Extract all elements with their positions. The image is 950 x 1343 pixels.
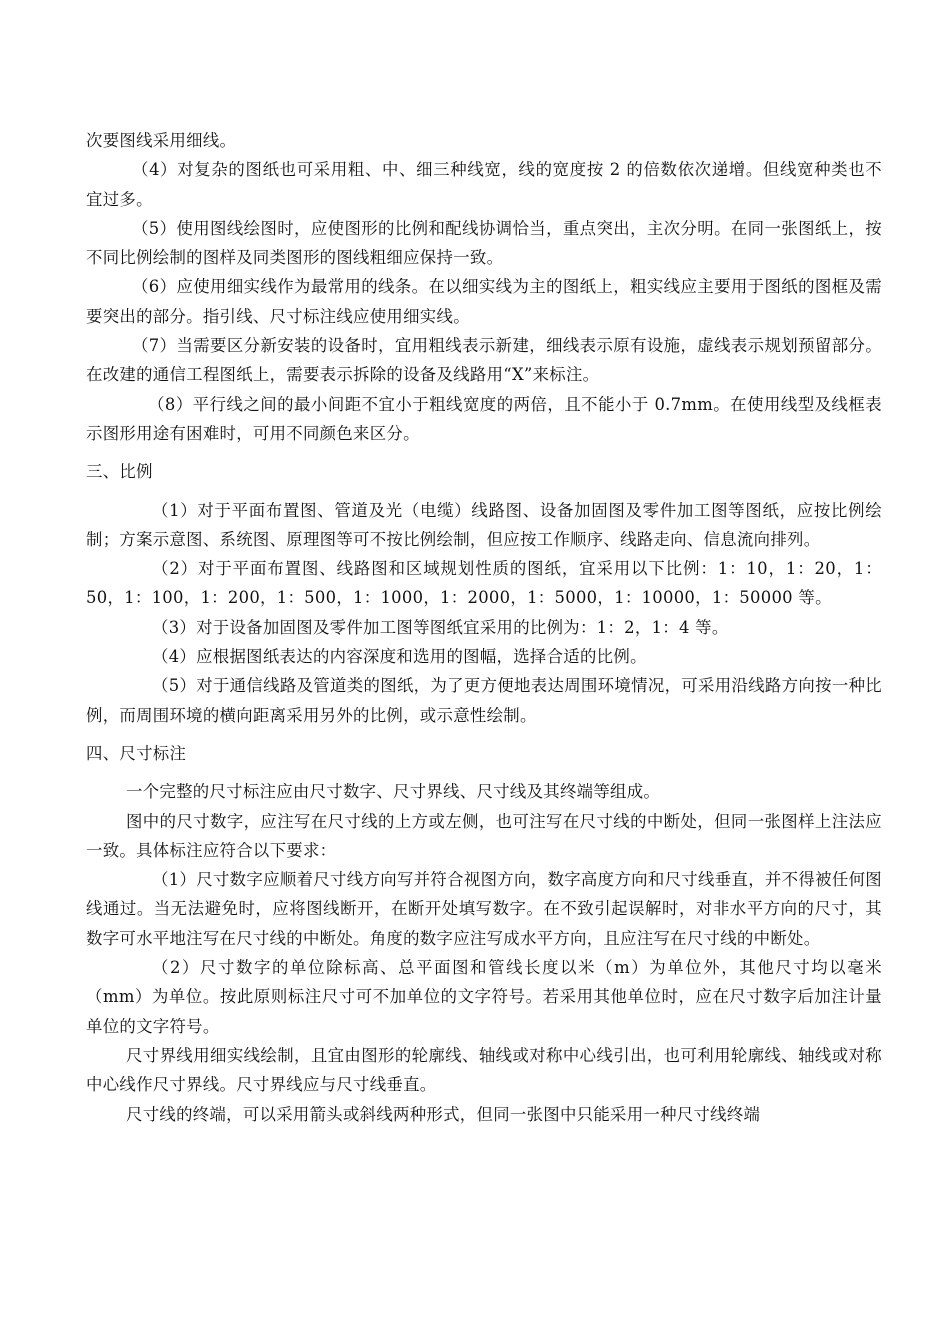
paragraph-item-4: （4）对复杂的图纸也可采用粗、中、细三种线宽，线的宽度按 2 的倍数依次递增。但线宽种类也不宜过多。: [86, 160, 882, 209]
scale-paragraph-5: （5）对于通信线路及管道类的图纸，为了更方便地表达周围环境情况，可采用沿线路方向按一种比例，而周围环境的横向距离采用另外的比例，或示意性绘制。: [86, 676, 882, 725]
paragraph-item-8: （8）平行线之间的最小间距不宜小于粗线宽度的两倍，且不能小于 0.7mm。在使用线型及线框表示图形用途有困难时，可用不同颜色来区分。: [86, 394, 882, 443]
paragraph-item-7: （7）当需要区分新安装的设备时，宜用粗线表示新建，细线表示原有设施，虚线表示规划预留部分。在改建的通信工程图纸上，需要表示拆除的设备及线路用“X”来标注。: [86, 336, 882, 385]
dimension-paragraph-4: （2）尺寸数字的单位除标高、总平面图和管线长度以米（m）为单位外，其他尺寸均以毫米（mm）为单位。按此原则标注尺寸可不加单位的文字符号。若采用其他单位时，应在尺寸数字后加注计量单位的文字符号。: [86, 958, 882, 1036]
dimension-paragraph-6: 尺寸线的终端，可以采用箭头或斜线两种形式，但同一张图中只能采用一种尺寸线终端: [126, 1104, 761, 1124]
dimension-paragraph-5: 尺寸界线用细实线绘制，且宜由图形的轮廓线、轴线或对称中心线引出，也可利用轮廓线、轴线或对称中心线作尺寸界线。尺寸界线应与尺寸线垂直。: [86, 1045, 882, 1095]
dimension-paragraph-1: 一个完整的尺寸标注应由尺寸数字、尺寸界线、尺寸线及其终端等组成。: [126, 782, 661, 802]
dimension-paragraph-3: （1）尺寸数字应顺着尺寸线方向写并符合视图方向，数字高度方向和尺寸线垂直，并不得被任何图线通过。当无法避免时，应将图线断开，在断开处填写数字。在不致引起误解时，对非水平方向的尺寸，其数字可水平地注写在尺寸线的中断处。角度的数字应注写成水平方向，且应注写在尺寸线的中断处。: [86, 870, 882, 948]
scale-paragraph-4: （4）应根据图纸表达的内容深度和选用的图幅，选择合适的比例。: [152, 647, 647, 667]
paragraph-item-6: （6）应使用细实线作为最常用的线条。在以细实线为主的图纸上，粗实线应主要用于图纸的图框及需要突出的部分。指引线、尺寸标注线应使用细实线。: [86, 277, 882, 326]
document-page: [86, 126, 882, 1129]
scale-paragraph-1: （1）对于平面布置图、管道及光（电缆）线路图、设备加固图及零件加工图等图纸，应按比例绘制；方案示意图、系统图、原理图等可不按比例绘制，但应按工作顺序、线路走向、信息流向排列。: [86, 500, 882, 549]
paragraph-continued: 次要图线采用细线。: [86, 131, 237, 150]
scale-paragraph-2: （2）对于平面布置图、线路图和区域规划性质的图纸，宜采用以下比例：1：10，1：20，1：50，1：100，1：200，1：500，1：1000，1：2000，1：5000，1：10000，1：50000 等。: [86, 559, 882, 608]
dimension-paragraph-2: 图中的尺寸数字，应注写在尺寸线的上方或左侧，也可注写在尺寸线的中断处，但同一张图样上注法应一致。具体标注应符合以下要求：: [86, 811, 882, 860]
section-heading-dimension: 四、尺寸标注: [86, 743, 187, 763]
paragraph-item-5: （5）使用图线绘图时，应使图形的比例和配线协调恰当，重点突出，主次分明。在同一张图纸上，按不同比例绘制的图样及同类图形的图线粗细应保持一致。: [86, 218, 882, 268]
scale-paragraph-3: （3）对于设备加固图及零件加工图等图纸宜采用的比例为：1：2，1：4 等。: [152, 617, 729, 637]
section-heading-scale: 三、比例: [86, 462, 153, 482]
